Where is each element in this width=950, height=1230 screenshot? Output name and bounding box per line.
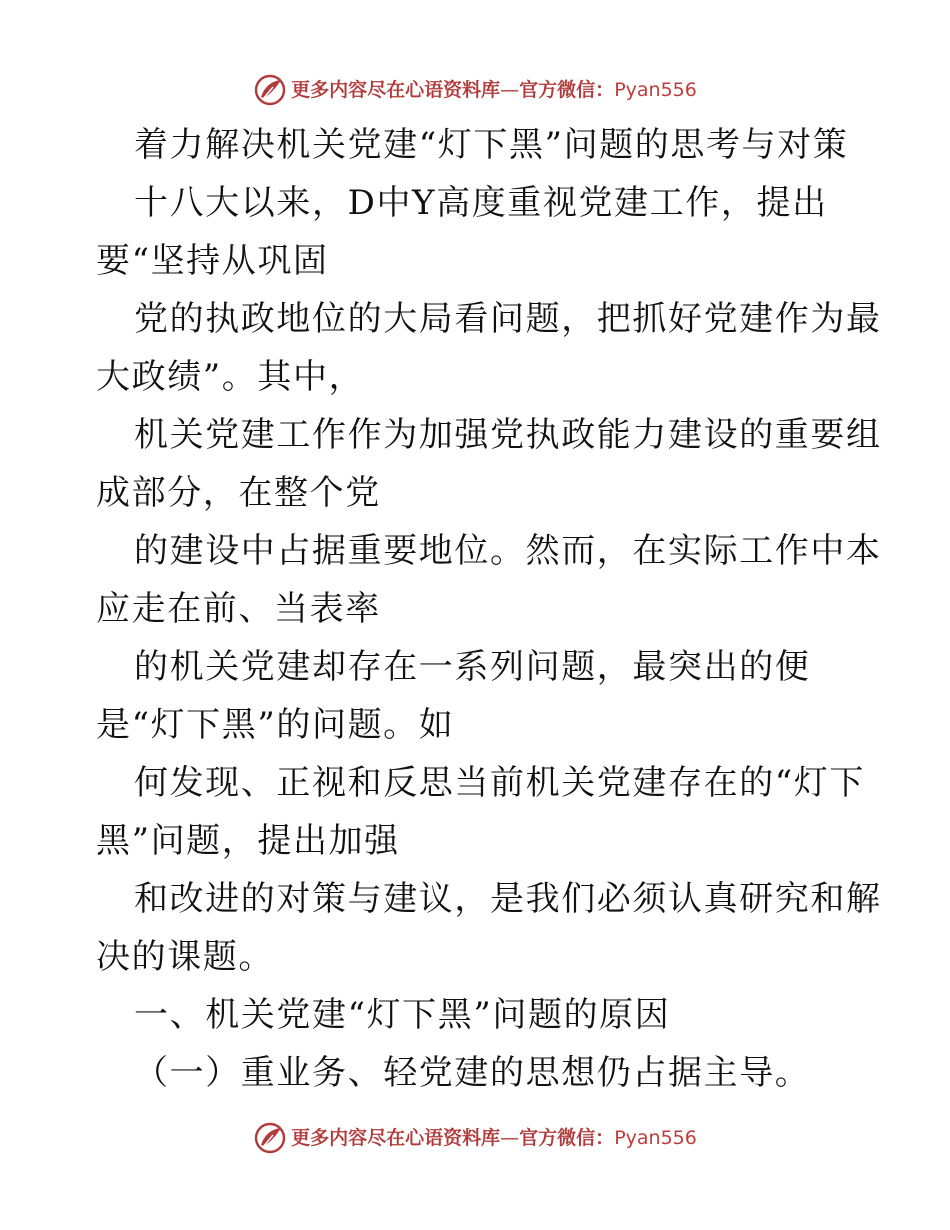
banner-wechat-label: 官方微信： xyxy=(519,79,615,101)
paragraph-line: 决的课题。 xyxy=(96,937,274,977)
paragraph-line: 十八大以来，D中Y高度重视党建工作，提出 xyxy=(134,183,828,223)
banner-wechat-id: Pyan556 xyxy=(614,1127,697,1149)
paragraph-line: 应走在前、当表率 xyxy=(96,589,381,629)
banner-dash: — xyxy=(500,1127,520,1149)
subsection-heading: （一）重业务、轻党建的思想仍占据主导。 xyxy=(134,1053,811,1093)
leaf-pen-logo-icon xyxy=(253,73,287,107)
paragraph-line: 是“灯下黑”的问题。如 xyxy=(96,705,455,745)
section-heading: 一、机关党建“灯下黑”问题的原因 xyxy=(134,995,671,1035)
paragraph-line: 要“坚持从巩固 xyxy=(96,241,329,281)
leaf-pen-logo-icon xyxy=(253,1121,287,1155)
paragraph-line: 党的执政地位的大局看问题，把抓好党建作为最 xyxy=(134,299,882,339)
paragraph-line: 和改进的对策与建议，是我们必须认真研究和解 xyxy=(134,879,882,919)
paragraph-line: 的机关党建却存在一系列问题，最突出的便 xyxy=(134,647,811,687)
paragraph-line: 机关党建工作作为加强党执政能力建设的重要组 xyxy=(134,415,882,455)
banner-wechat-label: 官方微信： xyxy=(519,1127,615,1149)
header-banner xyxy=(0,70,950,110)
paragraph-line: 成部分，在整个党 xyxy=(96,473,381,513)
banner-brand-text: 更多内容尽在心语资料库 xyxy=(291,1127,501,1149)
document-title: 着力解决机关党建“灯下黑”问题的思考与对策 xyxy=(134,125,849,165)
banner-brand-text: 更多内容尽在心语资料库 xyxy=(291,79,501,101)
banner-dash: — xyxy=(500,79,520,101)
paragraph-line: 黑”问题，提出加强 xyxy=(96,821,400,861)
paragraph-line: 的建设中占据重要地位。然而，在实际工作中本 xyxy=(134,531,882,571)
document-body xyxy=(96,116,882,1102)
paragraph-line: 何发现、正视和反思当前机关党建存在的“灯下 xyxy=(134,763,865,803)
footer-banner xyxy=(0,1118,950,1158)
paragraph-line: 大政绩”。其中， xyxy=(96,357,365,397)
banner-wechat-id: Pyan556 xyxy=(614,79,697,101)
